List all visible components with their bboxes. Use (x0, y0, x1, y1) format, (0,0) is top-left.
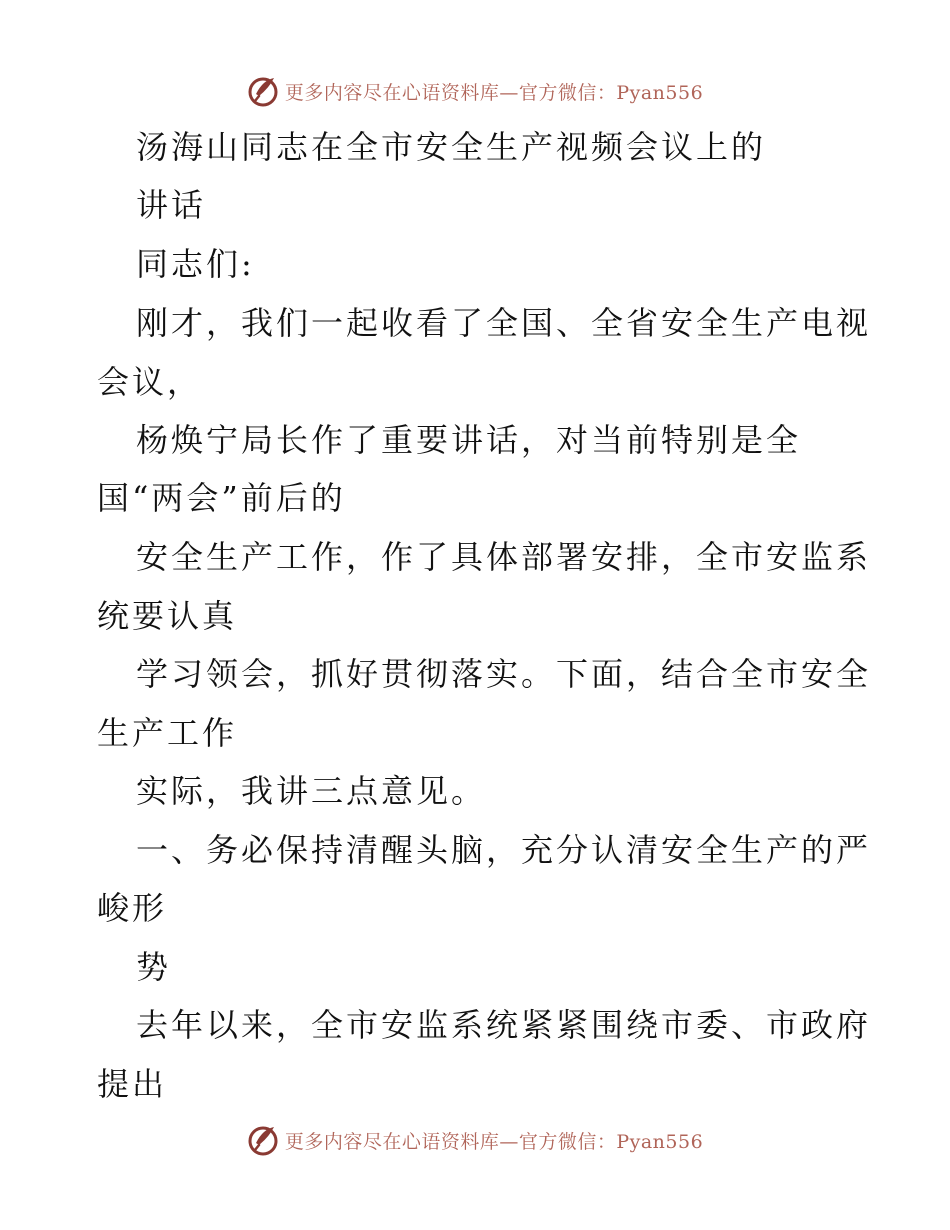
document-title-line-2: 讲话 (136, 186, 207, 224)
salutation: 同志们: (136, 245, 255, 283)
section-heading-line: 一、务必保持清醒头脑，充分认清安全生产的严 (136, 831, 872, 869)
document-title-line-1: 汤海山同志在全市安全生产视频会议上的 (136, 128, 767, 166)
paragraph-line: 刚才，我们一起收看了全国、全省安全生产电视 (136, 304, 872, 342)
watermark-text: 更多内容尽在心语资料库—官方微信：Pyan556 (284, 81, 704, 104)
paragraph-line: 提出 (97, 1065, 168, 1103)
watermark-header (0, 71, 950, 111)
paragraph-line: 统要认真 (97, 597, 238, 635)
paragraph-line: 杨焕宁局长作了重要讲话，对当前特别是全 (136, 421, 802, 459)
paragraph-line: 国“两会”前后的 (97, 479, 346, 517)
paragraph-line: 学习领会，抓好贯彻落实。下面，结合全市安全 (136, 655, 872, 693)
paragraph-line: 会议， (97, 363, 203, 401)
paragraph-line: 生产工作 (97, 714, 238, 752)
brand-logo-icon (247, 1123, 281, 1157)
paragraph-line: 去年以来，全市安监系统紧紧围绕市委、市政府 (136, 1006, 872, 1044)
brand-logo-icon (247, 74, 281, 108)
section-heading-line: 势 (136, 948, 172, 986)
paragraph-line: 安全生产工作，作了具体部署安排，全市安监系 (136, 538, 872, 576)
paragraph-line: 实际，我讲三点意见。 (136, 772, 487, 810)
section-heading-line: 峻形 (97, 889, 168, 927)
watermark-footer (0, 1120, 950, 1160)
watermark-text: 更多内容尽在心语资料库—官方微信：Pyan556 (284, 1130, 704, 1153)
